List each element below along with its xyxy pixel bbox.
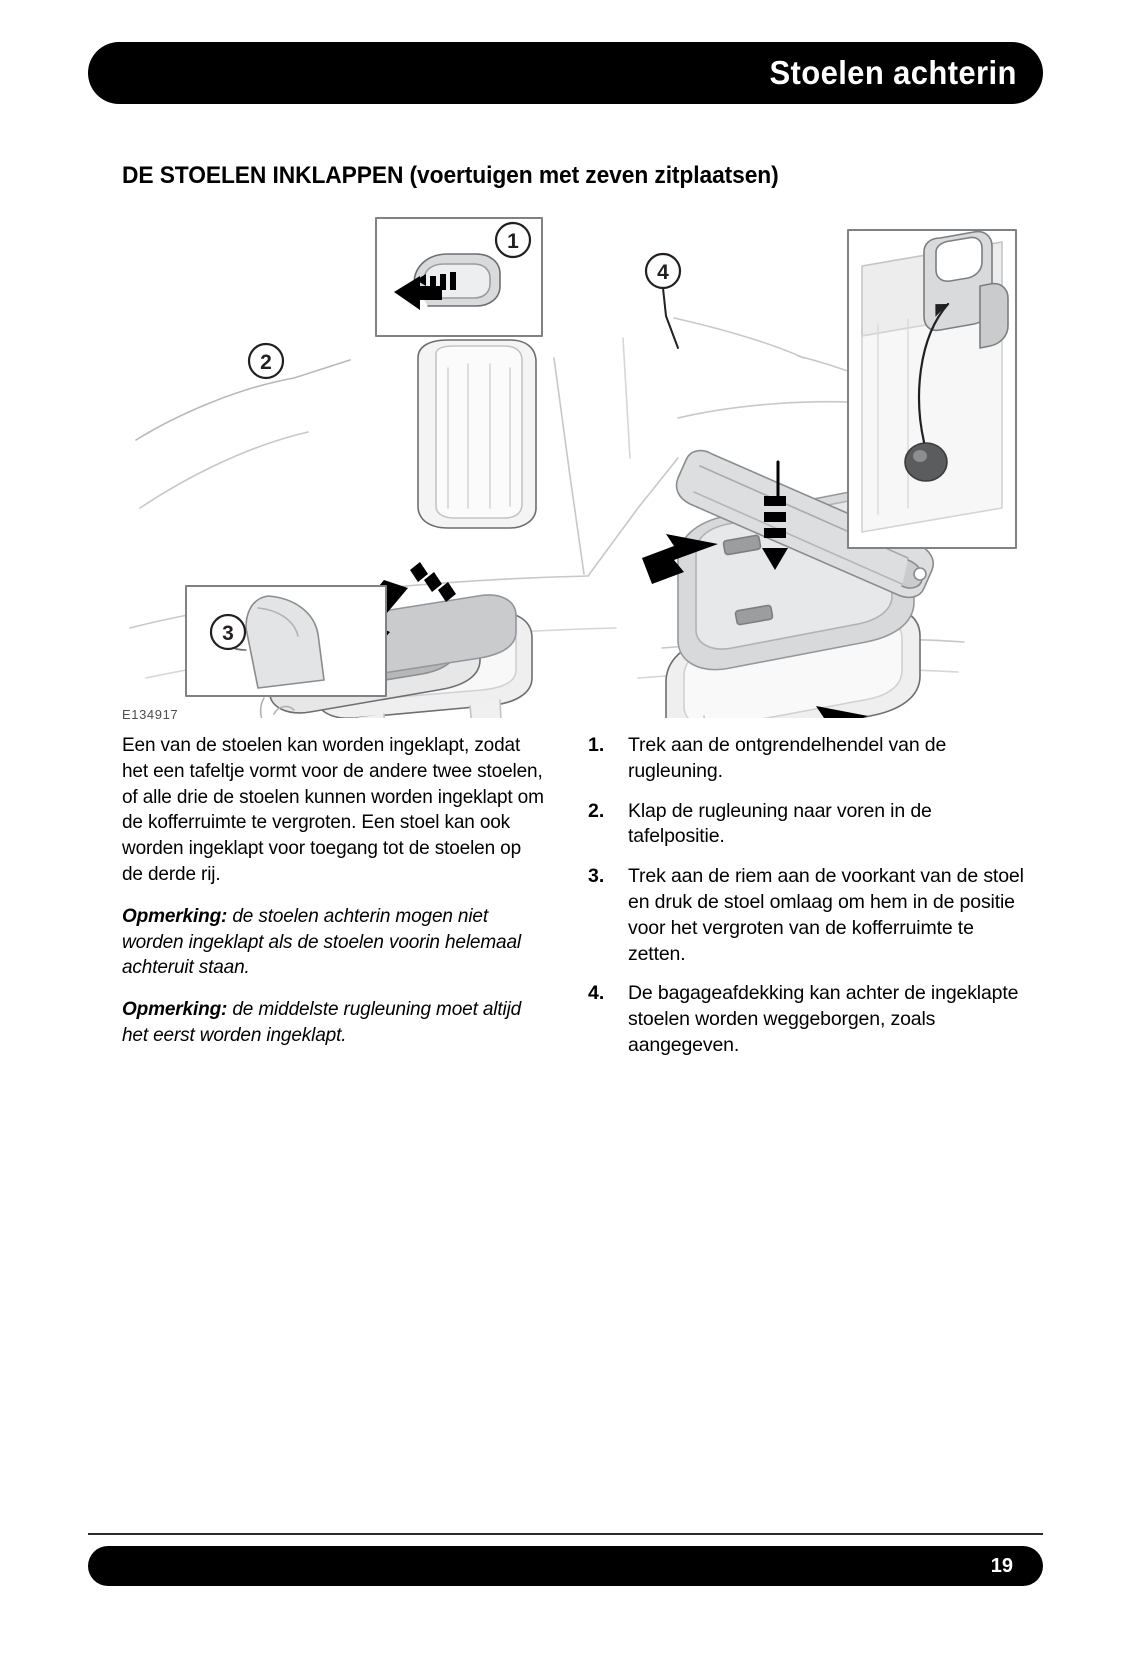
seat-folding-illustration (118, 208, 1026, 718)
note-2-label: Opmerking: (122, 998, 228, 1021)
section-title: DE STOELEN INKLAPPEN (voertuigen met zeven zitplaatsen) (122, 162, 779, 189)
page-header-bar (88, 42, 1043, 104)
note-2 (122, 997, 546, 1049)
step-2-number: 2. (588, 799, 605, 822)
callout-4-label: 4 (657, 261, 669, 284)
left-text-column (122, 733, 557, 1065)
page-header-title: Stoelen achterin (769, 54, 1017, 91)
callout-1-label: 1 (507, 230, 519, 253)
page-footer-bar (88, 1546, 1043, 1586)
step-1-number: 1. (588, 734, 605, 756)
footer-divider (88, 1533, 1043, 1535)
step-2-text: Klap de rugleuning naar voren in de tafelpositie. (628, 799, 932, 848)
note-1 (122, 904, 546, 981)
right-steps-column (588, 733, 1028, 1073)
note-1-label: Opmerking: (122, 904, 228, 927)
callout-2-label: 2 (260, 351, 272, 374)
list-item (588, 864, 1028, 967)
list-item (588, 799, 1028, 851)
callout-3-label: 3 (222, 622, 234, 645)
step-3-text: Trek aan de riem aan de voorkant van de stoel en druk de stoel omlaag om hem in de positie voor het vergroten van de kofferruimte te zetten. (628, 865, 1024, 965)
illustration-svg (118, 208, 1026, 718)
figure-code: E134917 (122, 707, 179, 722)
step-4-text: De bagageafdekking kan achter de ingeklapte stoelen worden weggeborgen, zoals aangegeven. (628, 982, 1019, 1056)
step-1-text: Trek aan de ontgrendelhendel van de rugleuning. (628, 734, 947, 782)
step-4-number: 4. (588, 982, 605, 1005)
step-3-number: 3. (588, 865, 605, 888)
intro-paragraph: Een van de stoelen kan worden ingeklapt, zodat het een tafeltje vormt voor de andere twee stoelen, of alle drie de stoelen kunnen worden ingeklapt om de kofferruimte te vergroten. Een stoel kan ook worden ingeklapt voor toegang tot de stoelen op de derde rij. (122, 734, 544, 885)
page-number: 19 (990, 1554, 1013, 1577)
note-1-text: de stoelen achterin mogen niet worden ingeklapt als de stoelen voorin helemaal achteruit staan. (122, 904, 521, 979)
list-item (588, 733, 1028, 785)
list-item (588, 981, 1028, 1058)
note-2-text: de middelste rugleuning moet altijd het eerst worden ingeklapt. (122, 998, 522, 1046)
